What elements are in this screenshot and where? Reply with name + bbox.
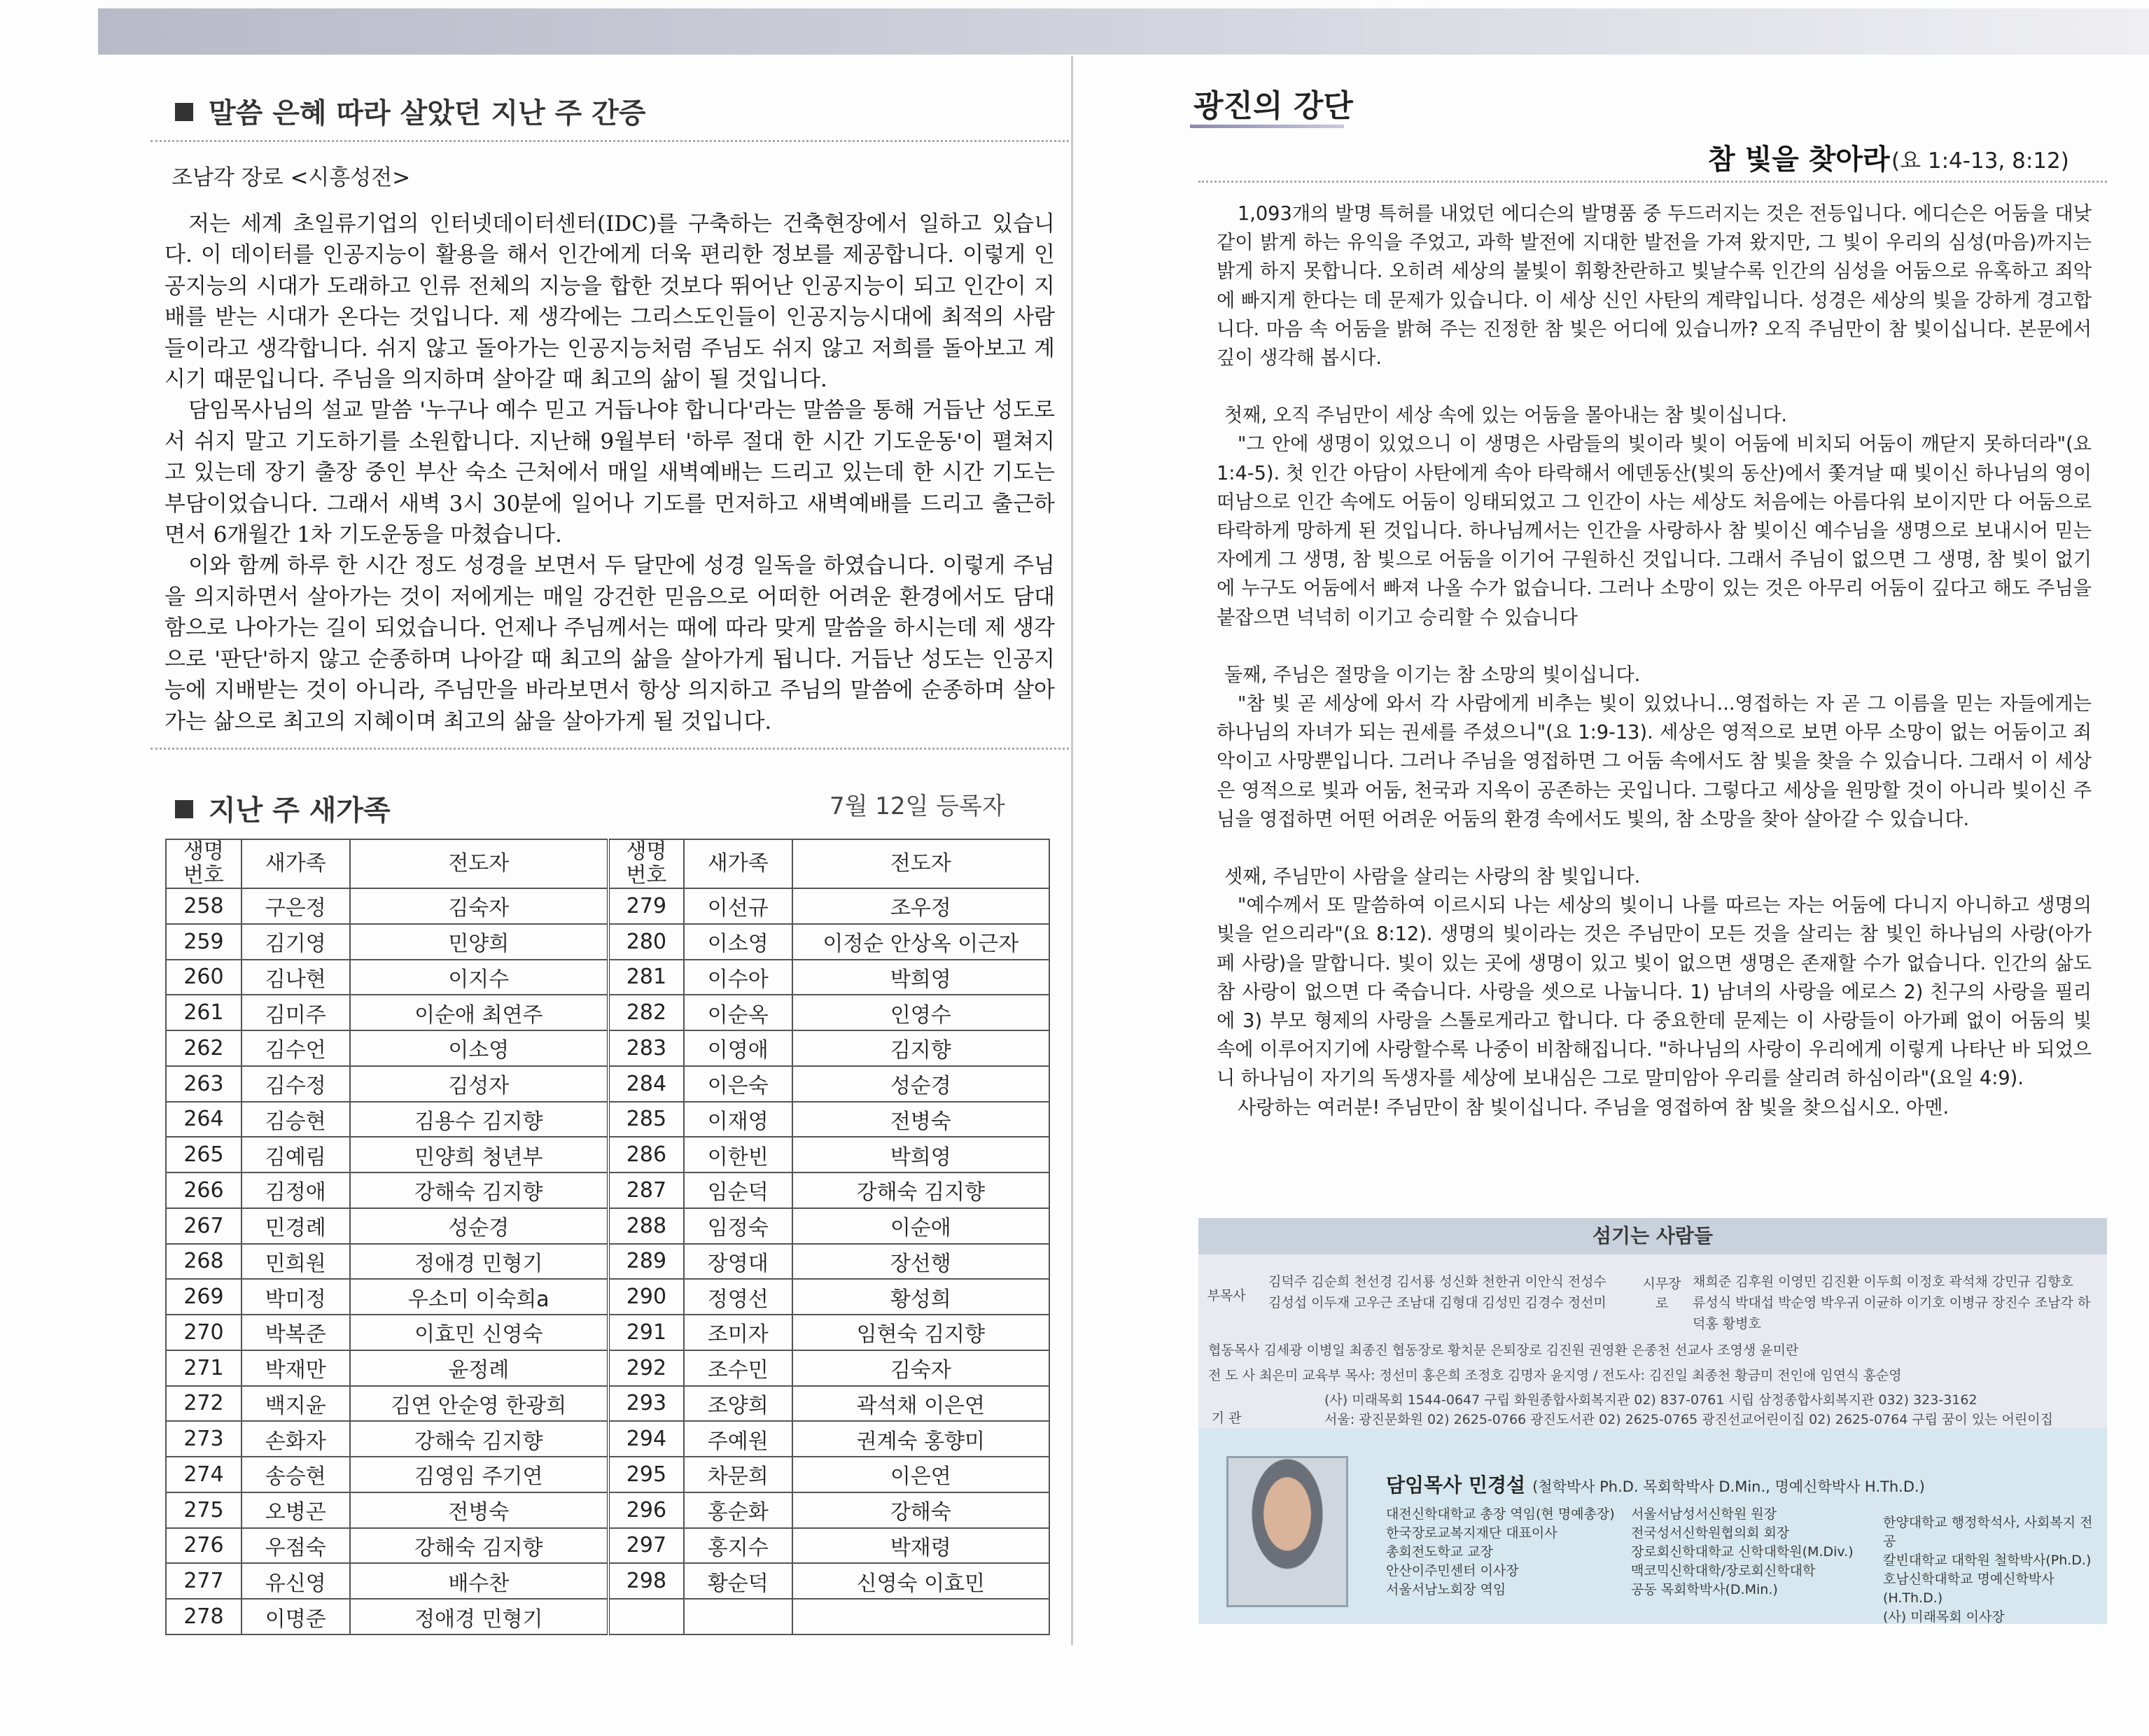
table-cell: 민경례 xyxy=(241,1208,350,1244)
table-cell: 272 xyxy=(166,1386,241,1422)
table-cell: 277 xyxy=(166,1563,241,1599)
registration-date: 7월 12일 등록자 xyxy=(830,792,1005,820)
table-cell: 오병곤 xyxy=(241,1492,350,1528)
pastor-bio-col-1: 대전신학대학교 총장 역임(현 명예총장) 한국장로교복지재단 대표이사 총회전도학교 교장 안산이주민센터 이사장 서울서남노회장 역임 xyxy=(1386,1506,1615,1597)
table-cell: 294 xyxy=(608,1421,684,1457)
column-header: 새가족 xyxy=(684,839,792,888)
table-cell: 신영숙 이효민 xyxy=(792,1563,1049,1599)
table-cell: 296 xyxy=(608,1492,684,1528)
table-cell: 287 xyxy=(608,1172,684,1208)
table-row xyxy=(166,1528,1049,1564)
table-cell: 유신영 xyxy=(241,1563,350,1599)
table-cell: 김숙자 xyxy=(792,1350,1049,1386)
table-cell: 276 xyxy=(166,1528,241,1564)
table-cell: 정애경 민형기 xyxy=(350,1599,608,1634)
table-cell: 김지향 xyxy=(792,1030,1049,1066)
table-cell: 박재령 xyxy=(792,1528,1049,1564)
table-cell: 민양희 청년부 xyxy=(350,1137,608,1172)
column-title: 광진의 강단 xyxy=(1194,88,1353,124)
dotted-rule xyxy=(1198,181,2107,183)
column-header: 전도자 xyxy=(792,839,1049,888)
column-header: 생명 번호 xyxy=(608,839,684,888)
assoc-pastors: 김덕주 김순희 천선경 김서룡 성신화 천한귀 이안식 전성수 김성섭 이두재 고우근 조남대 김형대 김성민 김경수 정선미 xyxy=(1268,1274,1606,1310)
table-cell: 이재영 xyxy=(684,1102,792,1138)
dotted-rule xyxy=(150,748,1069,750)
sermon-reference: (요 1:4-13, 8:12) xyxy=(1891,148,2069,174)
table-cell: 임순덕 xyxy=(684,1172,792,1208)
table-cell: 김숙자 xyxy=(350,888,608,924)
table-cell: 민희원 xyxy=(241,1244,350,1280)
table-row xyxy=(166,960,1049,995)
table-cell: 273 xyxy=(166,1421,241,1457)
pastor-name: 담임목사 민경설 (철학박사 Ph.D. 목회학박사 D.Min., 명예신학박사 H.Th.D.) xyxy=(1386,1474,1925,1497)
table-row xyxy=(166,1599,1049,1634)
table-cell: 285 xyxy=(608,1102,684,1138)
table-cell: 박재만 xyxy=(241,1350,350,1386)
table-cell: 275 xyxy=(166,1492,241,1528)
table-cell: 292 xyxy=(608,1350,684,1386)
table-cell: 297 xyxy=(608,1528,684,1564)
table-cell: 278 xyxy=(166,1599,241,1634)
table-cell: 이정순 안상옥 이근자 xyxy=(792,924,1049,960)
table-cell: 김정애 xyxy=(241,1172,350,1208)
table-cell: 이순애 xyxy=(792,1208,1049,1244)
row-label: 부목사 xyxy=(1207,1288,1246,1303)
servants-row-pastors xyxy=(1198,1261,2107,1331)
table-cell: 김성자 xyxy=(350,1066,608,1102)
table-cell: 279 xyxy=(608,888,684,924)
table-cell: 임현숙 김지향 xyxy=(792,1315,1049,1350)
table-cell: 281 xyxy=(608,960,684,995)
testimony-paragraph: 담임목사님의 설교 말씀 '누구나 예수 믿고 거듭나야 합니다'라는 말씀을 통해 거듭난 성도로서 쉬지 말고 기도하기를 소원합니다. 지난해 9월부터 '하루 절대 한 시간 기도운동'이 펼쳐지고 있는데 장기 출장 중인 부산 숙소 근처에서 매일 새벽예배는 드리고 있는데 한 시간 기도는 부담이었습니다. 그래서 새벽 3시 30분에 일어나 기도를 먼저하고 새벽예배를 드리고 출근하면서 6개월간 1차 기도운동을 마쳤습니다. xyxy=(164,398,1055,548)
table-cell: 조수민 xyxy=(684,1350,792,1386)
table-cell: 김영임 주기연 xyxy=(350,1457,608,1492)
column-header: 생명 번호 xyxy=(166,839,241,888)
table-cell: 백지윤 xyxy=(241,1386,350,1422)
newfamily-title: 지난 주 새가족 xyxy=(175,788,391,828)
page-divider xyxy=(1071,56,1073,1645)
table-cell: 장영대 xyxy=(684,1244,792,1280)
table-cell: 배수찬 xyxy=(350,1563,608,1599)
sermon-point-body: "예수께서 또 말씀하여 이르시되 나는 세상의 빛이니 나를 따르는 자는 어둠에 다니지 아니하고 생명의 빛을 얻으리라"(요 8:12). 생명의 빛이라는 것은 주님만이 모든 것을 살리는 참 빛인 하나님의 사랑(아가페 사랑)을 말합니다. 빛이 있는 곳에 생명이 있고 빛이 없으면 생명은 존재할 수가 없습니다. 인간의 삶도 참 사랑이 없으면 다 죽습니다. 사랑을 셋으로 나눕니다. 1) 남녀의 사랑을 에로스 2) 친구의 사랑을 필리에 3) 부모 형제의 사랑을 스톨로게라고 합니다. 다 중요한데 문제는 이 사랑들이 아가페 없이 어둠의 빛 속에 이루어지기에 사랑할수록 나중이 비참해집니다. "하나님의 사랑이 우리에게 이렇게 나타난 바 되었으니 하나님이 자기의 독생자를 세상에 보내심은 그로 말미암아 우리를 살리려 하심이라"(요일 4:9). xyxy=(1217,895,2092,1090)
sermon-point-heading: 셋째, 주님만이 사람을 살리는 사랑의 참 빛입니다. xyxy=(1224,866,1641,888)
table-cell: 곽석채 이은연 xyxy=(792,1386,1049,1422)
table-cell: 260 xyxy=(166,960,241,995)
table-cell: 김기영 xyxy=(241,924,350,960)
table-cell: 268 xyxy=(166,1244,241,1280)
testimony-section-title: 말씀 은혜 따라 살았던 지난 주 간증 xyxy=(175,91,646,131)
table-cell: 김미주 xyxy=(241,995,350,1030)
row-label: 시무장로 xyxy=(1642,1276,1681,1311)
sermon-point-heading: 첫째, 오직 주님만이 세상 속에 있는 어둠을 몰아내는 참 빛이십니다. xyxy=(1224,405,1788,427)
table-cell: 263 xyxy=(166,1066,241,1102)
table-cell: 우점숙 xyxy=(241,1528,350,1564)
table-cell: 황성희 xyxy=(792,1279,1049,1315)
table-cell: 전병숙 xyxy=(350,1492,608,1528)
table-cell: 김용수 김지향 xyxy=(350,1102,608,1138)
table-cell: 박희영 xyxy=(792,1137,1049,1172)
table-cell: 이순애 최연주 xyxy=(350,995,608,1030)
table-header-row xyxy=(166,839,1049,888)
table-row xyxy=(166,1421,1049,1457)
table-cell: 이소영 xyxy=(684,924,792,960)
table-cell: 이순옥 xyxy=(684,995,792,1030)
table-cell: 강해숙 xyxy=(792,1492,1049,1528)
table-cell: 강해숙 김지향 xyxy=(792,1172,1049,1208)
table-cell: 262 xyxy=(166,1030,241,1066)
table-cell: 임정숙 xyxy=(684,1208,792,1244)
testimony-paragraph: 저는 세계 초일류기업의 인터넷데이터센터(IDC)를 구축하는 건축현장에서 일하고 있습니다. 이 데이터를 인공지능이 활용을 해서 인간에게 더욱 편리한 정보를 제공합니다. 이렇게 인공지능의 시대가 도래하고 인류 전체의 지능을 합한 것보다 뛰어난 인공지능이 되고 인간이 지배를 받는 시대가 온다는 것입니다. 제 생각에는 그리스도인들이 인공지능시대에 최적의 사람들이라고 생각합니다. 쉬지 않고 돌아가는 인공지능처럼 주님도 쉬지 않고 저희를 돌아보고 계시기 때문입니다. 주님을 의지하며 살아갈 때 최고의 삶이 될 것입니다. xyxy=(164,211,1055,393)
servants-panel: 섬기는 사람들 부목사 김덕주 김순희 천선경 김서룡 성신화 천한귀 이안식 전성수 김성섭 이두재 고우근 조남대 김형대 김성민 김경수 정선미 시무장로 채희준 김후원 이영민 김진환 이두희 이정호 곽석채 강민규 김향호 류성식 박대섭 박순영 박우귀 이균하 이기호 이병규 장진수 조남각 하덕홍 황병호 협동목사 김세광 이병일 최종진 협동장로 황치문 은퇴장로 김진원 권영환 은종천 선교사 조영생 윤미란 전 도 사 최은미 교육부 목사: 정선미 홍은희 조정호 김명자 윤지영 / 전도사: 김진일 최종천 황금미 전인애 임연식 홍순영 기 관 (사) 미래목회 1544-0647 구립 화원종합사회복지관 02) 837-0761 시립 삼정종합사회복지관 032) 323-3162 서울: 광진문화원 02) 2625-0766 광진도서관 02) 2625-0765 광진선교어린이집 02) 2625-0764 구립 꿈이 있는 어린이집 xyxy=(1198,1218,2107,1624)
pastor-bio-col-3: 한양대학교 행정학석사, 사회복지 전공 칼빈대학교 대학원 철학박사(Ph.D.) 호남신학대학교 명예신학박사(H.Th.D.) (사) 미래목회 이사장 xyxy=(1883,1515,2093,1625)
table-cell: 우소미 이숙희a xyxy=(350,1279,608,1315)
table-cell: 인영수 xyxy=(792,995,1049,1030)
table-cell: 황순덕 xyxy=(684,1563,792,1599)
table-cell: 김연 안순영 한광희 xyxy=(350,1386,608,1422)
table-row xyxy=(166,888,1049,924)
table-row xyxy=(166,1457,1049,1492)
table-cell: 성순경 xyxy=(792,1066,1049,1102)
sermon-point-body: "그 안에 생명이 있었으니 이 생명은 사람들의 빛이라 빛이 어둠에 비치되 어둠이 깨닫지 못하더라"(요 1:4-5). 첫 인간 아담이 사탄에게 속아 타락해서 에덴동산(빛의 동산)에서 쫓겨날 때 빛이신 하나님의 영이 떠남으로 인간 속에도 어둠이 잉태되었고 그 인간이 사는 세상도 처음에는 아름다워 보이지만 다 어둠으로 타락하게 망하게 된 것입니다. 하나님께서는 인간을 사랑하사 참 빛이신 예수님을 생명으로 보내시어 믿는 자에게 그 생명, 참 빛으로 어둠을 이기어 구원하신 것입니다. 그래서 주님이 없으면 그 생명, 참 빛이 없기에 누구도 어둠에서 빠져 나올 수가 없습니다. 그러나 소망이 있는 것은 아무리 어둠이 깊다고 해도 주님을 붙잡으면 넉넉히 이기고 승리할 수 있습니다 xyxy=(1217,433,2092,629)
sermon-intro: 1,093개의 발명 특허를 내었던 에디슨의 발명품 중 두드러지는 것은 전등입니다. 에디슨은 어둠을 대낮같이 밝게 하는 유익을 주었고, 과학 발전에 지대한 발전을 가져 왔지만, 그 빛이 우리의 심성(마음)까지는 밝게 하지 못합니다. 오히려 세상의 불빛이 휘황찬란하고 빛날수록 인간의 심성을 어둠으로 유혹하고 죄악에 빠지게 한다는 데 문제가 있습니다. 이 세상 신인 사탄의 계략입니다. 성경은 세상의 빛을 강하게 경고합니다. 마음 속 어둠을 밝혀 주는 진정한 참 빛은 어디에 있습니까? 오직 주님만이 참 빛이십니다. 본문에서 깊이 생각해 봅시다. xyxy=(1217,203,2092,370)
table-cell: 291 xyxy=(608,1315,684,1350)
table-row xyxy=(166,1137,1049,1172)
table-cell: 298 xyxy=(608,1563,684,1599)
table-cell: 정영선 xyxy=(684,1279,792,1315)
table-cell: 김수정 xyxy=(241,1066,350,1102)
column-header: 새가족 xyxy=(241,839,350,888)
table-cell: 이지수 xyxy=(350,960,608,995)
table-cell: 강해숙 김지향 xyxy=(350,1528,608,1564)
sermon-closing: 사랑하는 여러분! 주님만이 참 빛이십니다. 주님을 영접하여 참 빛을 찾으십시오. 아멘. xyxy=(1237,1096,1949,1119)
table-cell: 권계숙 홍향미 xyxy=(792,1421,1049,1457)
table-row xyxy=(166,1208,1049,1244)
table-cell: 이한빈 xyxy=(684,1137,792,1172)
table-cell: 윤정례 xyxy=(350,1350,608,1386)
row-label: 기 관 xyxy=(1211,1410,1242,1426)
table-cell: 박희영 xyxy=(792,960,1049,995)
table-cell: 265 xyxy=(166,1137,241,1172)
square-bullet-icon xyxy=(175,103,193,121)
table-cell: 290 xyxy=(608,1279,684,1315)
table-cell: 274 xyxy=(166,1457,241,1492)
table-cell xyxy=(608,1599,684,1634)
table-cell: 289 xyxy=(608,1244,684,1280)
table-cell: 282 xyxy=(608,995,684,1030)
sermon-point-heading: 둘째, 주님은 절망을 이기는 참 소망의 빛이십니다. xyxy=(1224,664,1641,686)
table-cell: 주예원 xyxy=(684,1421,792,1457)
table-cell: 이소영 xyxy=(350,1030,608,1066)
table-row xyxy=(166,1315,1049,1350)
servants-row-4: 전 도 사 최은미 교육부 목사: 정선미 홍은희 조정호 김명자 윤지영 / 전도사: 김진일 최종천 황금미 전인애 임연식 홍순영 xyxy=(1208,1368,1902,1383)
table-cell: 261 xyxy=(166,995,241,1030)
column-header: 전도자 xyxy=(350,839,608,888)
table-row xyxy=(166,1350,1049,1386)
table-row xyxy=(166,1279,1049,1315)
testimony-paragraph: 이와 함께 하루 한 시간 정도 성경을 보면서 두 달만에 성경 일독을 하였습니다. 이렇게 주님을 의지하면서 살아가는 것이 저에게는 매일 강건한 믿음으로 어떠한 어려운 환경에서도 담대함으로 나아가는 길이 되었습니다. 언제나 주님께서는 때에 따라 맞게 말씀을 하시는데 제 생각으로 '판단'하지 않고 순종하며 나아갈 때 최고의 삶을 살아가게 됩니다. 거듭난 성도는 인공지능에 지배받는 것이 아니라, 주님만을 바라보면서 항상 의지하고 주님의 말씀에 순종하며 살아가는 삶으로 최고의 지혜이며 최고의 삶을 살아가게 될 것입니다. xyxy=(164,553,1055,734)
testimony-body xyxy=(164,209,1055,737)
table-row xyxy=(166,1030,1049,1066)
table-cell: 박복준 xyxy=(241,1315,350,1350)
title-underline xyxy=(1190,125,1344,128)
testimony-author: 조남각 장로 <시흥성전> xyxy=(172,165,411,190)
table-row xyxy=(166,1386,1049,1422)
table-cell: 정애경 민형기 xyxy=(350,1244,608,1280)
table-row xyxy=(166,1244,1049,1280)
square-bullet-icon xyxy=(175,800,193,818)
table-row xyxy=(166,924,1049,960)
table-cell: 차문희 xyxy=(684,1457,792,1492)
table-cell: 283 xyxy=(608,1030,684,1066)
table-row xyxy=(166,995,1049,1030)
table-cell: 손화자 xyxy=(241,1421,350,1457)
newfamily-table xyxy=(165,839,1050,1635)
table-cell: 조미자 xyxy=(684,1315,792,1350)
table-cell: 264 xyxy=(166,1102,241,1138)
sermon-body xyxy=(1217,200,2092,1122)
table-cell: 이은숙 xyxy=(684,1066,792,1102)
table-cell: 295 xyxy=(608,1457,684,1492)
table-cell: 280 xyxy=(608,924,684,960)
table-cell: 홍순화 xyxy=(684,1492,792,1528)
table-cell: 259 xyxy=(166,924,241,960)
table-cell: 258 xyxy=(166,888,241,924)
table-row xyxy=(166,1563,1049,1599)
table-cell: 강해숙 김지향 xyxy=(350,1172,608,1208)
table-row xyxy=(166,1066,1049,1102)
table-cell: 조우정 xyxy=(792,888,1049,924)
sermon-point-body: "참 빛 곧 세상에 와서 각 사람에게 비추는 빛이 있었나니...영접하는 자 곧 그 이름을 믿는 자들에게는 하나님의 자녀가 되는 권세를 주셨으니"(요 1:9-13). 세상은 영적으로 보면 아무 소망이 없는 어둠이고 죄악이고 사망뿐입니다. 그러나 주님을 영접하면 그 어둠 속에서도 참 빛을 찾을 수 있습니다. 그래서 이 세상은 영적으로 빛과 어둠, 천국과 지옥이 공존하는 곳입니다. 그렇다고 세상을 원망할 것이 아니라 빛이신 주님을 영접하면 어떤 어려운 어둠의 환경 속에서도 빛의, 참 소망을 찾아 살아갈 수 있습니다. xyxy=(1217,693,2092,830)
table-cell: 288 xyxy=(608,1208,684,1244)
table-cell: 284 xyxy=(608,1066,684,1102)
table-cell: 269 xyxy=(166,1279,241,1315)
table-cell: 293 xyxy=(608,1386,684,1422)
pastor-bio-col-2: 서울서남성서신학원 원장 전국성서신학원협의회 회장 장로회신학대학교 신학대학원(M.Div.) 맥코믹신학대학/장로회신학대학 공동 목회학박사(D.Min.) xyxy=(1631,1506,1854,1597)
table-cell xyxy=(684,1599,792,1634)
table-row xyxy=(166,1102,1049,1138)
sermon-title: 참 빛을 찾아라 xyxy=(1708,144,1890,176)
table-cell: 266 xyxy=(166,1172,241,1208)
table-cell: 조양희 xyxy=(684,1386,792,1422)
servants-row-3: 협동목사 김세광 이병일 최종진 협동장로 황치문 은퇴장로 김진원 권영환 은종천 선교사 조영생 윤미란 xyxy=(1208,1343,1799,1358)
table-cell: 이명준 xyxy=(241,1599,350,1634)
table-cell: 강해숙 김지향 xyxy=(350,1421,608,1457)
table-cell: 김예림 xyxy=(241,1137,350,1172)
table-cell: 김수언 xyxy=(241,1030,350,1066)
table-cell: 이은연 xyxy=(792,1457,1049,1492)
table-cell: 김나현 xyxy=(241,960,350,995)
table-row xyxy=(166,1492,1049,1528)
table-cell: 270 xyxy=(166,1315,241,1350)
servants-title: 섬기는 사람들 xyxy=(1198,1218,2107,1254)
table-cell: 271 xyxy=(166,1350,241,1386)
table-cell: 박미정 xyxy=(241,1279,350,1315)
table-cell: 장선행 xyxy=(792,1244,1049,1280)
table-cell: 286 xyxy=(608,1137,684,1172)
pastor-photo xyxy=(1226,1456,1348,1607)
table-cell: 민양희 xyxy=(350,924,608,960)
dotted-rule xyxy=(150,140,1069,142)
table-cell: 이효민 신영숙 xyxy=(350,1315,608,1350)
table-cell: 전병숙 xyxy=(792,1102,1049,1138)
table-cell: 267 xyxy=(166,1208,241,1244)
table-cell: 김승현 xyxy=(241,1102,350,1138)
table-cell: 이영애 xyxy=(684,1030,792,1066)
elders: 채희준 김후원 이영민 김진환 이두희 이정호 곽석채 강민규 김향호 류성식 박대섭 박순영 박우귀 이균하 이기호 이병규 장진수 조남각 하덕홍 황병호 xyxy=(1693,1274,2091,1331)
table-cell: 이수아 xyxy=(684,960,792,995)
table-cell: 송승현 xyxy=(241,1457,350,1492)
table-cell: 성순경 xyxy=(350,1208,608,1244)
table-cell: 이선규 xyxy=(684,888,792,924)
table-cell xyxy=(792,1599,1049,1634)
header-band xyxy=(98,8,2149,55)
table-cell: 홍지수 xyxy=(684,1528,792,1564)
table-cell: 구은정 xyxy=(241,888,350,924)
table-row xyxy=(166,1172,1049,1208)
